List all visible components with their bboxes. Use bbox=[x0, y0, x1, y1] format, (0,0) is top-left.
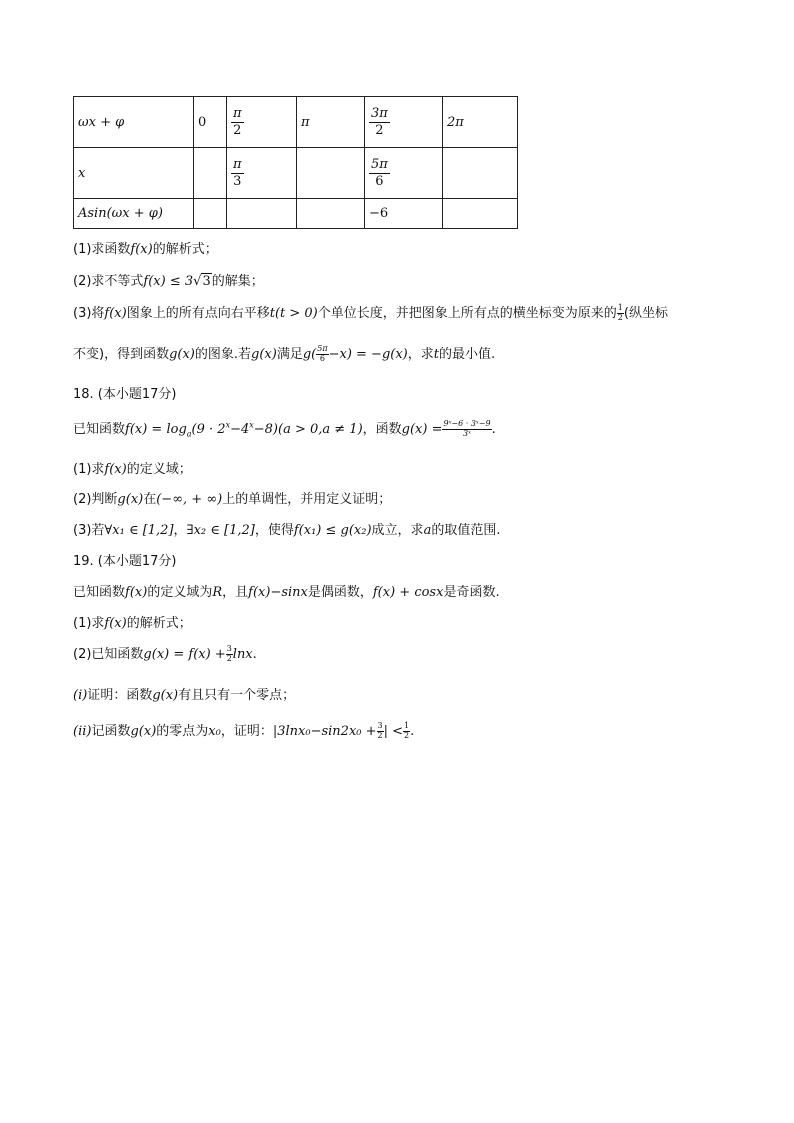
table-header-cell bbox=[74, 97, 194, 148]
math: (9 · 2 bbox=[191, 422, 226, 437]
text: 图象上的所有点向右平移 bbox=[126, 306, 270, 321]
fraction bbox=[369, 107, 390, 137]
math-sub: a bbox=[186, 429, 192, 439]
radicand: 3 bbox=[202, 274, 211, 289]
math: R bbox=[212, 585, 223, 600]
text: (2)已知函数 bbox=[73, 647, 144, 662]
table-cell bbox=[297, 148, 365, 199]
math: f(x) bbox=[130, 242, 153, 257]
text: 成立，求 bbox=[371, 523, 424, 538]
text: 的解集； bbox=[211, 274, 264, 289]
math: a bbox=[423, 523, 432, 538]
math: −x) = −g(x) bbox=[328, 347, 408, 362]
cell-text: −6 bbox=[369, 206, 389, 221]
fraction bbox=[231, 107, 244, 137]
math: f(x₁) ≤ g(x₂) bbox=[293, 523, 372, 538]
text: 有且只有一个零点； bbox=[178, 688, 296, 703]
p19-stem bbox=[73, 581, 500, 600]
cell-text: x bbox=[78, 165, 86, 181]
denominator: 2 bbox=[226, 654, 232, 663]
table-cell bbox=[365, 97, 443, 148]
denominator: 3ˣ bbox=[463, 429, 471, 438]
p18-heading bbox=[73, 383, 177, 402]
math: |3lnx₀−sin2x₀ + bbox=[272, 724, 377, 739]
table-cell bbox=[194, 97, 227, 148]
text: ，证明： bbox=[220, 724, 273, 739]
denominator: 2 bbox=[404, 731, 410, 740]
denominator: 2 bbox=[377, 731, 383, 740]
text: 的图象.若 bbox=[194, 347, 252, 362]
text: 个单位长度，并把图象上所有点的横坐标变为原来的 bbox=[317, 306, 617, 321]
table-cell bbox=[297, 199, 365, 229]
p18-stem bbox=[73, 418, 496, 439]
table-cell bbox=[443, 148, 518, 199]
math: g(x) bbox=[130, 724, 157, 739]
math: f(x) = log bbox=[125, 422, 187, 437]
fraction bbox=[316, 345, 328, 364]
math: (−∞, + ∞) bbox=[156, 492, 223, 507]
text: 19. (本小题17分) bbox=[73, 554, 177, 569]
math: g(x) bbox=[152, 688, 179, 703]
table-header-cell bbox=[74, 148, 194, 199]
text: 记函数 bbox=[91, 724, 131, 739]
text: 18. (本小题17分) bbox=[73, 387, 177, 402]
numerator: 3π bbox=[371, 105, 388, 121]
p17-question-1 bbox=[73, 238, 218, 257]
math: f(x) bbox=[125, 585, 148, 600]
table-cell bbox=[227, 148, 297, 199]
math: ∀x₁ ∈ [1,2] bbox=[104, 523, 174, 538]
cell-text: 0 bbox=[198, 114, 207, 130]
text: 上的单调性，并用定义证明； bbox=[222, 492, 392, 507]
fraction bbox=[377, 722, 384, 741]
text: 的最小值. bbox=[439, 347, 496, 362]
text: . bbox=[491, 422, 496, 437]
text: (3)将 bbox=[73, 306, 105, 321]
table-cell bbox=[297, 97, 365, 148]
cell-text: ωx + φ bbox=[78, 114, 125, 130]
numerator: 1 bbox=[404, 721, 410, 731]
math: g(x) = bbox=[401, 422, 443, 437]
text: 的解析式； bbox=[152, 242, 218, 257]
text: (1)求 bbox=[73, 462, 105, 477]
math: f(x) ≤ 3 bbox=[143, 274, 194, 289]
math: t bbox=[433, 347, 439, 362]
text: (3)若 bbox=[73, 523, 105, 538]
text: 的定义域； bbox=[126, 462, 192, 477]
fraction bbox=[231, 158, 244, 188]
math: lnx bbox=[232, 647, 253, 662]
math-sup: x bbox=[249, 420, 254, 430]
text: 已知函数 bbox=[73, 585, 126, 600]
text: (纵坐标 bbox=[623, 306, 668, 321]
numerator: 3 bbox=[226, 644, 232, 654]
p18-question-1 bbox=[73, 458, 192, 477]
denominator: 6 bbox=[375, 173, 384, 189]
math: f(x) bbox=[104, 306, 127, 321]
denominator: 2 bbox=[375, 122, 384, 138]
numerator: 1 bbox=[617, 303, 623, 313]
text: 在 bbox=[143, 492, 157, 507]
text: (2)判断 bbox=[73, 492, 118, 507]
table-cell bbox=[365, 148, 443, 199]
text: ，函数 bbox=[362, 422, 402, 437]
denominator: 2 bbox=[617, 313, 623, 322]
text: ， bbox=[173, 523, 187, 538]
p19-question-2-i bbox=[73, 684, 295, 703]
math: g(x) bbox=[169, 347, 195, 362]
numerator: 9ˣ−6 · 3ˣ−9 bbox=[443, 419, 491, 429]
cell-text: 2π bbox=[447, 114, 464, 130]
table-row bbox=[74, 148, 518, 199]
math: f(x) bbox=[104, 616, 127, 631]
math: f(x) + cosx bbox=[372, 585, 444, 600]
p17-question-3 bbox=[73, 302, 668, 323]
p17-question-3-cont bbox=[73, 343, 495, 364]
fraction bbox=[369, 158, 390, 188]
table-cell bbox=[365, 199, 443, 229]
math: x₀ bbox=[208, 724, 221, 739]
p19-question-1 bbox=[73, 612, 192, 631]
fraction bbox=[617, 304, 624, 323]
math: (ii) bbox=[73, 724, 92, 739]
text: (1)求 bbox=[73, 616, 105, 631]
p19-question-2-ii bbox=[73, 720, 414, 741]
sqrt-sign: √ bbox=[193, 274, 202, 289]
numerator: π bbox=[233, 156, 242, 172]
text: 已知函数 bbox=[73, 422, 126, 437]
table-cell bbox=[443, 199, 518, 229]
text: (1)求函数 bbox=[73, 242, 131, 257]
text: 的取值范围. bbox=[431, 523, 501, 538]
text: 是奇函数. bbox=[443, 585, 500, 600]
p18-question-3 bbox=[73, 519, 500, 538]
math: f(x)−sinx bbox=[248, 585, 308, 600]
table-row bbox=[74, 97, 518, 148]
cell-text: Asin(ωx + φ) bbox=[78, 206, 163, 221]
p18-question-2 bbox=[73, 488, 391, 507]
value-table bbox=[73, 96, 518, 229]
text: 是偶函数， bbox=[307, 585, 373, 600]
denominator: 3 bbox=[233, 173, 242, 189]
numerator: 3 bbox=[377, 721, 383, 731]
fraction bbox=[226, 645, 233, 664]
text: ，且 bbox=[222, 585, 249, 600]
numerator: π bbox=[233, 105, 242, 121]
text: ，使得 bbox=[254, 523, 294, 538]
table-header-cell bbox=[74, 199, 194, 229]
text: 证明：函数 bbox=[87, 688, 153, 703]
math: −8)(a > 0,a ≠ 1) bbox=[253, 422, 363, 437]
math: g( bbox=[302, 347, 317, 362]
table-row bbox=[74, 199, 518, 229]
table-cell bbox=[227, 97, 297, 148]
text: 的解析式； bbox=[126, 616, 192, 631]
text: . bbox=[410, 724, 415, 739]
table-cell bbox=[443, 97, 518, 148]
text: 不变)，得到函数 bbox=[73, 347, 170, 362]
math: g(x) bbox=[117, 492, 144, 507]
numerator: 5π bbox=[371, 156, 388, 172]
text: 的定义域为 bbox=[147, 585, 213, 600]
numerator: 5π bbox=[317, 344, 328, 354]
p19-question-2 bbox=[73, 643, 257, 664]
table-cell bbox=[194, 199, 227, 229]
math: −4 bbox=[230, 422, 250, 437]
math: g(x) = f(x) + bbox=[143, 647, 226, 662]
fraction bbox=[442, 420, 491, 439]
math: ∃x₂ ∈ [1,2] bbox=[186, 523, 255, 538]
math: g(x) bbox=[251, 347, 277, 362]
denominator: 2 bbox=[233, 122, 242, 138]
math: t(t > 0) bbox=[269, 306, 318, 321]
denominator: 6 bbox=[319, 354, 325, 363]
p19-heading bbox=[73, 550, 177, 569]
math: | < bbox=[383, 724, 404, 739]
text: 的零点为 bbox=[156, 724, 209, 739]
table-cell bbox=[194, 148, 227, 199]
cell-text: π bbox=[301, 114, 310, 130]
text: . bbox=[252, 647, 257, 662]
math: (i) bbox=[73, 688, 88, 703]
p17-question-2 bbox=[73, 270, 264, 289]
text: 满足 bbox=[276, 347, 303, 362]
table-cell bbox=[227, 199, 297, 229]
math: f(x) bbox=[104, 462, 127, 477]
math-sup: x bbox=[225, 420, 231, 430]
text: ，求 bbox=[407, 347, 434, 362]
text: (2)求不等式 bbox=[73, 274, 144, 289]
